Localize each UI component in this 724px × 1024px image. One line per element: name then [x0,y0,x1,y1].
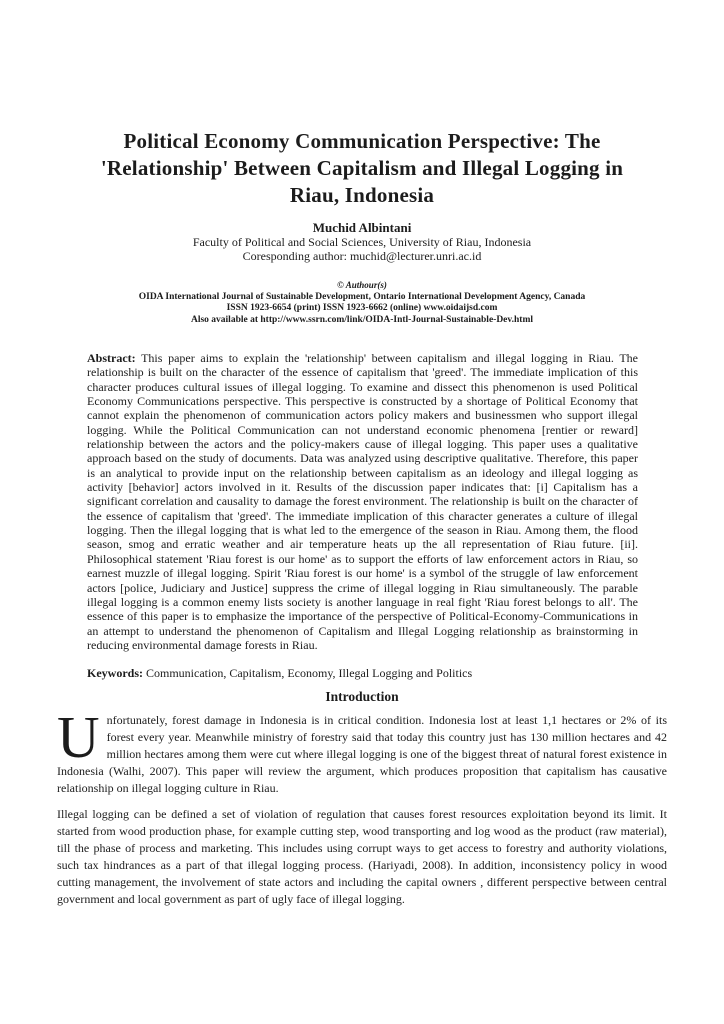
paper-title-line-3: Riau, Indonesia [289,183,435,207]
abstract-text: This paper aims to explain the 'relationship' between capitalism and illegal logging in Riau. The relationship is built on the character of the essence of capitalism that 'greed'. The immediate implication of this character produces cultural issues of illegal logging. To examine and dissect this phenomenon is used Political Economy Communications perspective. This perspective is constructed by a shortage of Political Economy that cannot explain the phenomenon of communication actors policy makers and businessmen who support illegal logging. While the Political Communication can not understand economic phenomena [rentier or reward] relationship between the actors and the policy-makers cause of illegal logging. This paper uses a qualitative approach based on the study of documents. Data was analyzed using descriptive qualitative. Therefore, this paper is an analytical to provide input on the relationship between capitalism as an ideology and illegal logging as activity [behavior] actors involved in it. Results of the discussion paper indicates that: [i] Capitalism has a significant correlation and causality to damage the forest environment. The relationship is built on the character of the essence of capitalism that 'greed'. The immediate implication of this character generates a culture of illegal logging. Then the illegal logging that is what led to the emergence of the season in Riau. Among them, the flood season, smog and erratic weather and air temperature heats up the all representation of Riau future. [ii]. Philosophical statement 'Riau forest is our home' as to support the efforts of law enforcement actors in Riau, so earnest muzzle of illegal logging. Spirit 'Riau forest is our home' is a symbol of the struggle of law enforcement actors [police, Judiciary and Justice] suppress the crime of illegal logging in Riau simultaneously. The parable illegal logging is a common enemy lists society is another language in real fight 'Riau forest belongs to all'. The essence of this paper is to emphasize the importance of the perspective of Political-Economy-Communications in an attempt to understand the phenomenon of Capitalism and Illegal Logging relationship as brainstorming in reducing environmental damage forests in Riau. [87,351,638,652]
author-name: Muchid Albintani [312,220,412,235]
author-affiliation: Faculty of Political and Social Sciences, University of Riau, Indonesia [192,235,532,249]
drop-cap-letter: U [57,703,100,770]
corresponding-author: Coresponding author: muchid@lecturer.unri.ac.id [242,249,482,263]
journal-name: OIDA International Journal of Sustainable Development, Ontario International Development Agency, Canada [138,291,586,302]
introduction-paragraph-1 [57,703,667,797]
introduction-paragraph-1-text: nfortunately, forest damage in Indonesia is in critical condition. Indonesia lost at least 1,1 hectares or 2% of its forest every year. Meanwhile ministry of forestry said that today this country just has 130 million hectares and 42 million hectares among them were cut where illegal logging is one of the biggest threat of natural forest existence in Indonesia (Walhi, 2007). This paper will review the argument, which produces proposition that capitalism has causative relationship on illegal logging culture in Riau. [57,712,667,795]
keywords-label: Keywords: [87,666,143,681]
abstract-label: Abstract: [87,351,136,365]
paper-title-line-1: Political Economy Communication Perspective: The [123,129,601,153]
abstract [87,351,638,652]
author-block [0,220,724,263]
keywords [87,666,638,680]
section-heading-introduction: Introduction [325,688,399,704]
availability-line: Also available at http://www.ssrn.com/link/OIDA-Intl-Journal-Sustainable-Dev.html [190,314,534,325]
keywords-text: Communication, Capitalism, Economy, Illegal Logging and Politics [143,666,473,681]
copyright-notice: © Authour(s) [337,280,387,290]
paper-title [0,0,724,209]
introduction-paragraph-2: Illegal logging can be defined a set of violation of regulation that causes forest resources exploitation beyond its limit. It started from wood production phase, for example cutting step, wood transporting and log wood as the product (raw material), till the phase of process and marketing. This includes using corrupt ways to get access to forestry and authority violations, such tax hindrances as a part of that illegal logging process. (Hariyadi, 2008). In addition, inconsistency policy in wood cutting management, the involvement of state actors and including the capital owners , different perspective between central government and local government as part of ugly face of illegal logging. [57,806,667,906]
issn-line: ISSN 1923-6654 (print) ISSN 1923-6662 (online) www.oidaijsd.com [226,303,498,313]
journal-imprint [0,280,724,326]
paper-title-line-2: 'Relationship' Between Capitalism and Illegal Logging in [100,156,624,180]
